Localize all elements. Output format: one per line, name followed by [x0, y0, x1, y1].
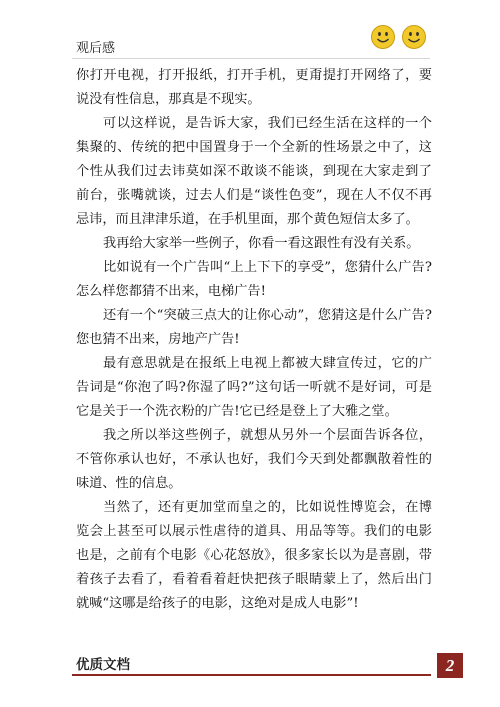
page-number: 2 [437, 653, 463, 678]
document-body [76, 64, 432, 616]
footer-divider [72, 674, 431, 676]
paragraph: 还有一个“突破三点大的让你心动”，您猜这是什么广告?您也猜不出来，房地产广告! [76, 308, 432, 347]
smiley-decoration [370, 24, 430, 50]
paragraph: 比如说有一个广告叫“上上下下的享受”，您猜什么广告?怎么样您都猜不出来，电梯广告! [76, 260, 432, 299]
paragraph: 你打开电视，打开报纸，打开手机，更甭提打开网络了，要说没有性信息，那真是不现实。 [76, 68, 432, 107]
smiley-face-icon [403, 26, 426, 49]
paragraph: 可以这样说，是告诉大家，我们已经生活在这样的一个集聚的、传统的把中国置身于一个全新的性场景之中了，这个性从我们过去讳莫如深不敢谈不能谈，到现在大家走到了前台，张嘴就谈，过去人们是“谈性色变”，现在人不仅不再忌讳，而且津津乐道，在手机里面，那个黄色短信太多了。 [76, 116, 432, 227]
header-divider [72, 58, 430, 59]
paragraph: 我之所以举这些例子，就想从另外一个层面告诉各位，不管你承认也好，不承认也好，我们今天到处都飘散着性的味道、性的信息。 [76, 428, 432, 491]
paragraph: 最有意思就是在报纸上电视上都被大肆宣传过，它的广告词是“你泡了吗?你湿了吗?”这句话一听就不是好词，可是它是关于一个洗衣粉的广告!它已经是登上了大雅之堂。 [76, 356, 432, 419]
smiley-face-icon [372, 26, 395, 49]
paragraph: 我再给大家举一些例子，你看一看这跟性有没有关系。 [103, 236, 420, 251]
header-title: 观后感 [76, 41, 116, 56]
paragraph: 当然了，还有更加堂而皇之的，比如说性博览会，在博览会上甚至可以展示性虐待的道具、用品等等。我们的电影也是，之前有个电影《心花怒放》，很多家长以为是喜剧，带着孩子去看了，看着看着赶快把孩子眼睛蒙上了，然后出门就喊“这哪是给孩子的电影，这绝对是成人电影”! [76, 500, 432, 611]
footer-label: 优质文档 [76, 657, 130, 673]
